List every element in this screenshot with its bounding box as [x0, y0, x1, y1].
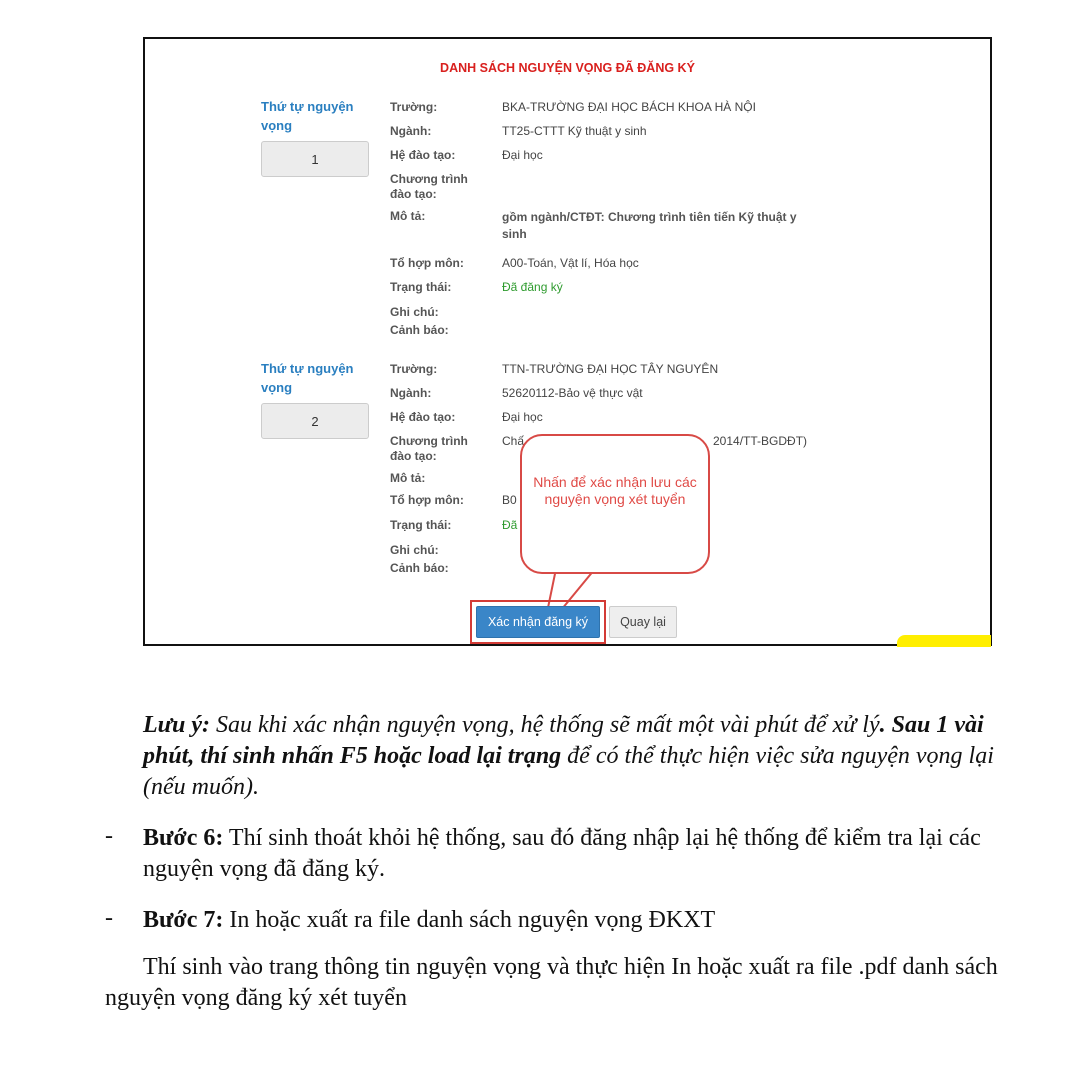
label-program-1: Chương trình đào tạo: — [390, 172, 468, 201]
confirm-highlight — [470, 600, 606, 644]
value-school-2: TTN-TRƯỜNG ĐẠI HỌC TÂY NGUYÊN — [502, 362, 719, 376]
value-status-2: Đã — [502, 518, 518, 532]
instruction-paragraph: Thí sinh vào trang thông tin nguyện vọng và thực hiện In hoặc xuất ra file .pdf danh sách nguyện vọng đăng ký xét tuyển — [105, 954, 998, 1011]
step7-paragraph — [143, 905, 1023, 936]
label-desc-2: Mô tả: — [390, 471, 426, 485]
value-status-1: Đã đăng ký — [502, 280, 563, 294]
label-school-1: Trường: — [390, 100, 438, 114]
back-button[interactable]: Quay lại — [609, 606, 677, 638]
value-combo-1: A00-Toán, Vật lí, Hóa học — [502, 256, 639, 270]
value-school-1: BKA-TRƯỜNG ĐẠI HỌC BÁCH KHOA HÀ NỘI — [502, 100, 756, 114]
label-major-1: Ngành: — [390, 124, 432, 138]
note-paragraph — [143, 710, 1003, 803]
value-major-1: TT25-CTTT Kỹ thuật y sinh — [502, 124, 647, 138]
label-system-1: Hệ đào tạo: — [390, 148, 456, 162]
label-major-2: Ngành: — [390, 386, 432, 400]
label-warning-2: Cảnh báo: — [390, 561, 449, 575]
order-box-1: 1 — [261, 141, 369, 177]
value-desc-1: gồm ngành/CTĐT: Chương trình tiên tiến Kỹ thuật y sinh — [502, 210, 797, 241]
yellow-widget — [897, 635, 991, 647]
note-label: Lưu ý: — [143, 712, 211, 738]
label-warning-1: Cảnh báo: — [390, 323, 449, 337]
label-school-2: Trường: — [390, 362, 438, 376]
order-label-2: Thứ tự nguyện vọng — [261, 361, 354, 395]
label-note-1: Ghi chú: — [390, 305, 439, 319]
order-box-2: 2 — [261, 403, 369, 439]
screenshot-frame — [143, 37, 992, 646]
confirm-register-button[interactable]: Xác nhận đăng ký — [476, 606, 600, 638]
label-program-2: Chương trình đào tạo: — [390, 434, 468, 463]
callout-bubble: Nhấn để xác nhận lưu các nguyện vọng xét tuyển — [520, 434, 710, 574]
value-major-2: 52620112-Bảo vệ thực vật — [502, 386, 643, 400]
label-combo-1: Tổ hợp môn: — [390, 256, 464, 270]
label-system-2: Hệ đào tạo: — [390, 410, 456, 424]
list-title: DANH SÁCH NGUYỆN VỌNG ĐÃ ĐĂNG KÝ — [440, 61, 695, 75]
value-combo-2: B0 — [502, 493, 517, 507]
note-text-2: để có thể thực hiện việc sửa nguyện vọng lại (nếu muốn). — [143, 743, 994, 800]
value-program-2-end: 2014/TT-BGDĐT) — [713, 434, 808, 448]
step6-label: Bước 6: — [143, 825, 224, 851]
step7-text: In hoặc xuất ra file danh sách nguyện vọng ĐKXT — [223, 907, 716, 933]
step7-label: Bước 7: — [143, 907, 224, 933]
label-status-1: Trạng thái: — [390, 280, 452, 294]
note-bold: . Sau 1 vài phút, thí sinh nhấn F5 hoặc load lại trạng — [143, 712, 984, 769]
value-program-2-start: Chấ — [502, 434, 525, 448]
note-text-1: Sau khi xác nhận nguyện vọng, hệ thống sẽ mất một vài phút để xử lý — [210, 712, 880, 738]
value-system-1: Đại học — [502, 148, 543, 162]
label-status-2: Trạng thái: — [390, 518, 452, 532]
order-label-1: Thứ tự nguyện vọng — [261, 99, 354, 133]
dash-6: - — [105, 823, 113, 849]
value-system-2: Đại học — [502, 410, 543, 424]
label-combo-2: Tổ hợp môn: — [390, 493, 464, 507]
dash-7: - — [105, 905, 113, 931]
label-note-2: Ghi chú: — [390, 543, 439, 557]
label-desc-1: Mô tả: — [390, 209, 426, 223]
step6-text: Thí sinh thoát khỏi hệ thống, sau đó đăng nhập lại hệ thống để kiểm tra lại các nguyện vọng đã đăng ký. — [143, 825, 981, 882]
step6-paragraph — [143, 823, 1023, 885]
